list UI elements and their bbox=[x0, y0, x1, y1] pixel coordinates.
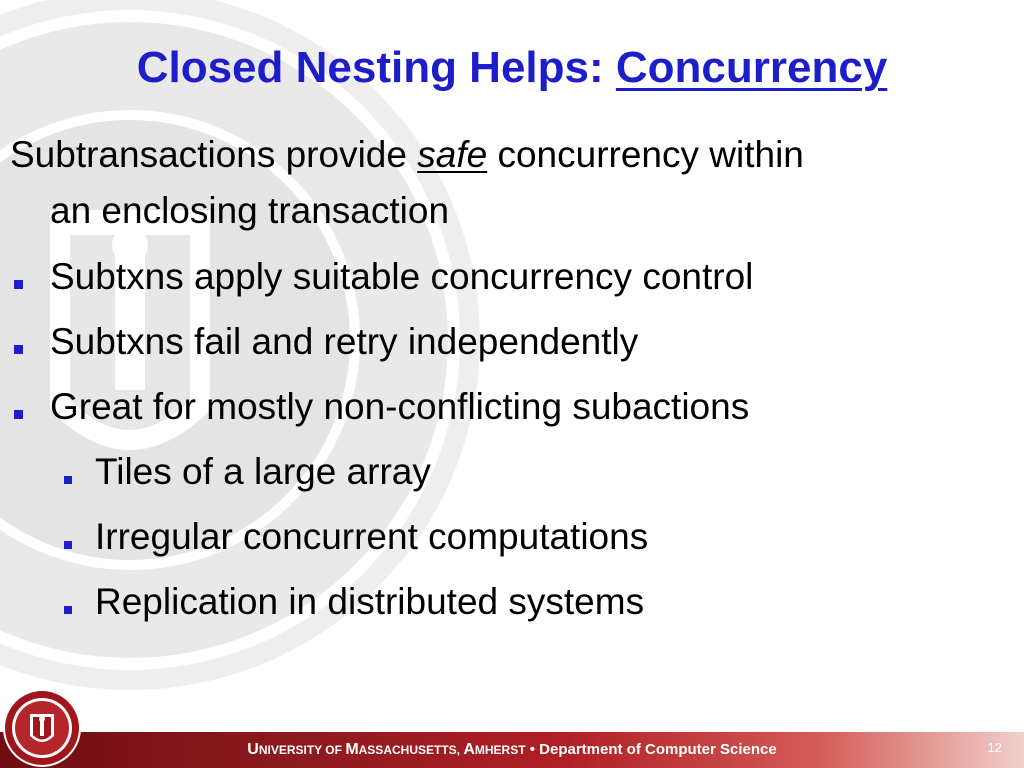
footer-bar bbox=[0, 732, 1024, 768]
square-bullet-icon bbox=[64, 476, 72, 484]
lead-line-1 bbox=[10, 130, 1000, 180]
footer-massachusetts-initial: M bbox=[345, 741, 359, 758]
lead-text-before: Subtransactions provide bbox=[10, 134, 418, 175]
square-bullet-icon bbox=[64, 541, 72, 549]
slide-title-emphasis: Concurrency bbox=[615, 43, 888, 92]
sub-bullet-item: Replication in distributed systems bbox=[95, 581, 645, 622]
bullet-item: Subtxns apply suitable concurrency control bbox=[50, 256, 754, 297]
square-bullet-icon bbox=[14, 345, 23, 354]
footer-department: Department of Computer Science bbox=[539, 741, 777, 758]
footer-amherst-rest: MHERST bbox=[474, 743, 526, 757]
lead-paragraph bbox=[10, 130, 1000, 236]
square-bullet-icon bbox=[14, 410, 23, 419]
slide-title bbox=[0, 40, 1024, 96]
square-bullet-icon bbox=[64, 606, 72, 614]
bullet-item: Great for mostly non-conflicting subactions bbox=[50, 386, 750, 427]
sub-bullet-item: Irregular concurrent computations bbox=[95, 516, 649, 557]
slide-title-prefix: Closed Nesting Helps: bbox=[136, 43, 616, 92]
page-number: 12 bbox=[987, 740, 1002, 755]
footer-amherst-initial: A bbox=[463, 741, 475, 758]
square-bullet-icon bbox=[14, 280, 23, 289]
university-seal-icon bbox=[2, 688, 82, 768]
footer-separator: • bbox=[525, 741, 540, 758]
bullet-item: Subtxns fail and retry independently bbox=[50, 321, 639, 362]
lead-emphasis: safe bbox=[417, 134, 488, 175]
footer-massachusetts-rest: ASSACHUSETTS, bbox=[358, 743, 464, 757]
footer-text bbox=[0, 741, 1024, 759]
sub-bullet-item: Tiles of a large array bbox=[95, 451, 431, 492]
footer-university-rest: NIVERSITY OF bbox=[258, 743, 346, 757]
lead-text-after: concurrency within bbox=[487, 134, 804, 175]
footer-university-initial: U bbox=[247, 741, 259, 758]
lead-line-2: an enclosing transaction bbox=[50, 190, 450, 231]
